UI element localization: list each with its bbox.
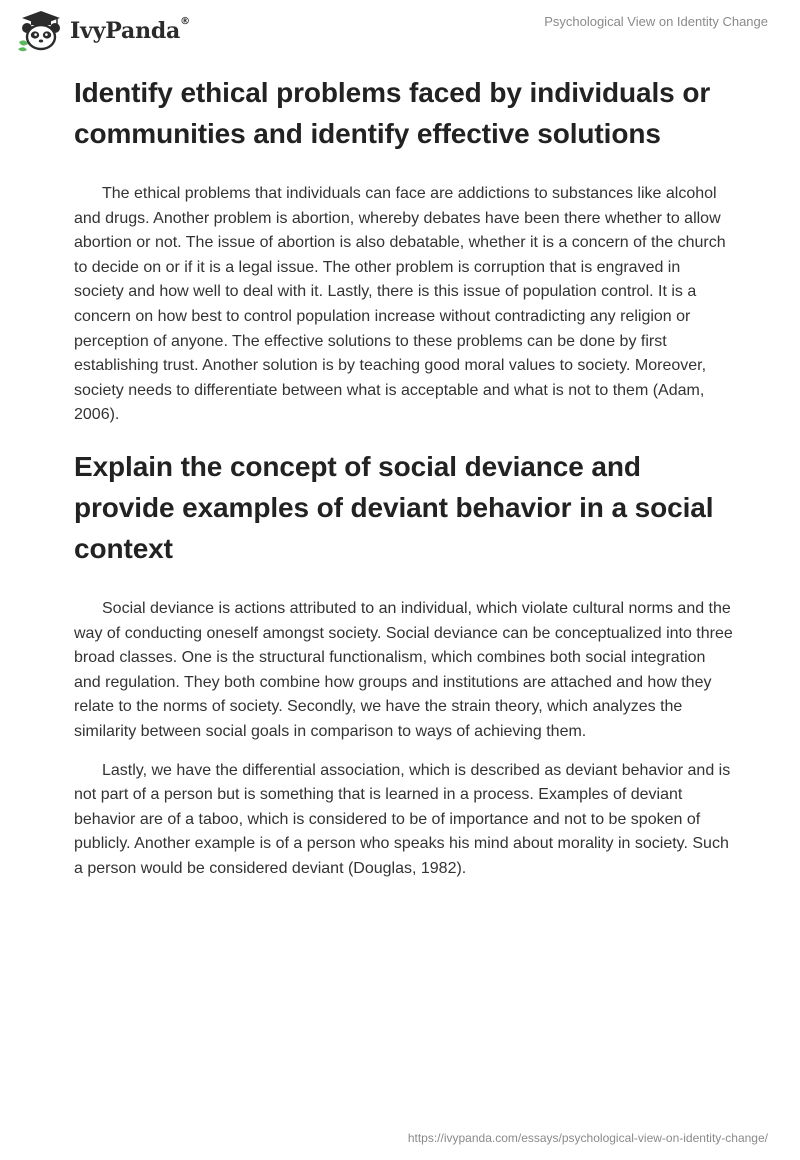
section-heading-ethical-problems: Identify ethical problems faced by individuals or communities and identify effective solutions [74,77,711,149]
paragraph: Social deviance is actions attributed to an individual, which violate cultural norms and the way of conducting oneself amongst society. Social deviance can be conceptualized into three broad classes. One is the structural functionalism, which combines both social integration and regulation. They both combine how groups and institutions are attached and how they relate to the norms of society. Secondly, we have the strain theory, which analyzes the similarity between social goals in comparison to ways of achieving them. [74,599,733,740]
document-title: Psychological View on Identity Change [544,14,768,29]
section-heading-social-deviance: Explain the concept of social deviance and provide examples of deviant behavior in a social context [74,450,714,564]
article-body [74,72,734,881]
brand-name: IvyPanda® [70,16,190,44]
brand-logo[interactable] [16,8,190,54]
paragraph: Lastly, we have the differential association, which is described as deviant behavior and is not part of a person but is something that is learned in a process. Examples of deviant behavior are of a taboo, which is considered to be of importance and not to be spoken of publicly. Another example is of a person who speaks his mind about morality in society. Such a person would be considered deviant (Douglas, 1982). [74,761,731,877]
registered-mark: ® [180,16,190,27]
panda-graduate-icon [16,8,66,54]
paragraph: The ethical problems that individuals can face are addictions to substances like alcohol and drugs. Another problem is abortion, whereby debates have been there whether to allow abortion or not. The issue of abortion is also debatable, whether it is a concern of the church to decide on or if it is a legal issue. The other problem is corruption that is engraved in society and how well to deal with it. Lastly, there is this issue of population control. It is a concern on how best to control population increase without contradicting any religion or perception of anyone. The effective solutions to these problems can be done by first establishing trust. Another solution is by teaching good moral values to society. Moreover, society needs to differentiate between what is acceptable and what is not to them (Adam, 2006). [74,185,726,424]
source-url[interactable]: https://ivypanda.com/essays/psychological-view-on-identity-change/ [407,1131,768,1145]
page-header [0,0,800,62]
